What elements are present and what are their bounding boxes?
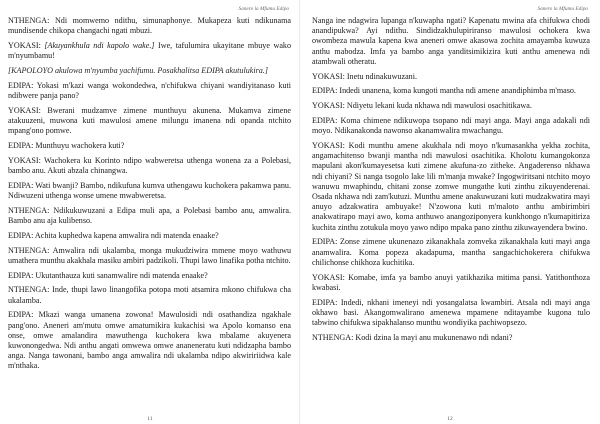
dialogue-text: Nanga ine ndagwira lupanga n'kuwapha ngati? Kapenatu mwina afa chifukwa chodi anandipukwa? Ayi ndithu. Sindidzakhulupiriranso mawulosi ochokera kwa owombeza mawula kapena kwa aneneri omwe akasowa zochita amayamba kuwuza anthu mabodza. Imfa ya bambo anga yanditsimikizira kuti anthu amenewa ndi atambwali otheratu.	[312, 16, 590, 66]
speaker-name: NTHENGA:	[8, 245, 50, 255]
speaker-name: EDIPA:	[8, 141, 34, 150]
dialogue-text: Kodi dzina la mayi anu mukunenawo ndi ndani?	[355, 332, 513, 342]
dialogue-paragraph	[312, 333, 590, 343]
stage-direction	[8, 66, 291, 76]
dialogue-paragraph	[8, 285, 291, 305]
dialogue-text: Koma chimene ndikuwopa tsopano ndi mayi anga. Mayi anga adakali ndi moyo. Ndikanakonda nawonso akanamwalira mwachangu.	[312, 116, 590, 136]
speaker-name: YOKASI:	[8, 105, 41, 115]
speaker-name: NTHENGA:	[8, 205, 50, 215]
dialogue-text: Mkazi wanga umanena zowona! Mawulosidi ndi osathandiza ngakhale pang'ono. Aneneri am'mutu omwe amatumikira kukachisi wa Apolo komanso ena onse, omwe amalandira mawuthenga kuchokera kwa mbalame akuyenera kuwonongedwa. Ndi anthu angati omwewa omwe ananeneratu kuti ndidzapha bambo anga. Nanga tawonani, bambo anga amwalira ndi ukalamba ndipo akwiririidwa kale m'nthaka.	[8, 310, 291, 371]
inline-stage-direction: [Akuyankhula ndi kapolo wake.]	[44, 41, 155, 50]
dialogue-paragraph	[8, 141, 291, 151]
speaker-name: EDIPA:	[8, 310, 34, 320]
page-number: 12	[447, 416, 453, 422]
dialogue-paragraph	[8, 16, 291, 36]
dialogue-text: Yokasi m'kazi wanga wokondedwa, n'chifukwa chiyani wandiyitanaso kuti ndibwere panja pano?	[8, 80, 291, 100]
dialogue-text: Kodi munthu amene akukhala ndi moyo n'kumasankha yekha zochita, angamachitenso bwanji mantha ndi mawulosi osachitika. Kholotu kumangokonza mapulani akon'kumayesetsa kuti zimene akufuna-zo zitheke. Angaderenso nkhawa ndi chiyani? Si nanga tsogolo lake lili m'manja mwake? Ingogwiritsani ntchito moyo wanuwu mwaphindu, chitani zonse zomwe mungathe kuti zinthu zikuyenderenai. Osada nkhawa ndi zam'kutuzi. Munthu amene anakuwuzani kuti mudzakwatira mayi anuyo adzakwatira ambuyake! N'zowona kuti m'maloto anthu ambirimbiri anakwatirapo mayi awo, koma anthuwo anangoziponyera kunkhongo n'kumapitiriza kuchita zinthu zotukula moyo yawo ndipo mpaka pano zinthu zikuwayendera bwino.	[312, 141, 590, 232]
page-number: 11	[147, 416, 153, 422]
dialogue-paragraph	[312, 237, 590, 268]
dialogue-paragraph	[312, 298, 590, 329]
dialogue-paragraph	[312, 141, 590, 233]
speaker-name: NTHENGA:	[8, 285, 50, 295]
stage-direction-text: [KAPOLOYO akulowa m'nyumba yachifumu. Posakhalitsa EDIPA akutulukira.]	[8, 66, 268, 75]
speaker-name: EDIPA:	[8, 180, 34, 190]
dialogue-text: Achita kuphedwa kapena amwalira ndi matenda enaake?	[34, 230, 219, 240]
page-body	[312, 16, 590, 343]
dialogue-paragraph	[312, 273, 590, 293]
dialogue-paragraph	[312, 86, 590, 96]
dialogue-paragraph	[8, 246, 291, 266]
dialogue-paragraph	[8, 106, 291, 137]
speaker-name: YOKASI:	[312, 101, 345, 111]
speaker-name: EDIPA:	[312, 297, 338, 307]
speaker-name: YOKASI:	[312, 272, 345, 282]
dialogue-text: Zonse zimene ukunenazo zikanakhala zomveka zikanakhala kuti mayi anga anamwalira. Koma popeza akadapuma, mantha sangachichokerera chifukwa chilichonse chikhoza kuchitika.	[312, 237, 590, 267]
dialogue-paragraph	[8, 156, 291, 176]
speaker-name: YOKASI:	[312, 71, 345, 81]
dialogue-text: Ukutanthauza kuti sanamwalire ndi matenda enaake?	[35, 270, 208, 280]
page-body	[8, 16, 291, 372]
dialogue-paragraph	[312, 16, 590, 67]
speaker-name: EDIPA:	[8, 270, 34, 280]
dialogue-paragraph	[8, 310, 291, 371]
speaker-name: EDIPA:	[312, 237, 338, 247]
speaker-name: YOKASI:	[312, 141, 345, 150]
dialogue-text: Wati bwanji? Bambo, ndikufuna kumva uthengawu kuchokera pakamwa panu. Ndiwuzeni uthenga wonse umene mwabweretsa.	[8, 180, 291, 200]
speaker-name: EDIPA:	[8, 80, 34, 90]
dialogue-text: Indedi unanena, koma kungoti mantha ndi amene anandiphimba m'maso.	[339, 86, 576, 96]
dialogue-text: Inetu ndinakuwuzani.	[346, 71, 417, 81]
speaker-name: YOKASI:	[8, 155, 41, 165]
dialogue-paragraph	[8, 81, 291, 101]
right-page	[300, 0, 600, 424]
speaker-name: EDIPA:	[8, 230, 34, 240]
speaker-name: EDIPA:	[312, 116, 338, 125]
speaker-name: NTHENGA:	[312, 332, 354, 342]
dialogue-text: Amwalira ndi ukalamba, monga mukudziwira mmene moyo wathuwu umathera munthu akakhala masiku ambiri padzikoli. Thupi lawo linafika potha ntchito.	[8, 245, 292, 265]
dialogue-text: Iwe, tafulumira ukayitane mbuye wako m'nyumbamu!	[8, 41, 291, 61]
dialogue-text: Ndiyetu lekani kuda nkhawa ndi mawulosi osachitikawa.	[346, 101, 532, 111]
dialogue-paragraph	[312, 116, 590, 136]
dialogue-paragraph	[8, 181, 291, 201]
speaker-name: YOKASI:	[8, 41, 41, 50]
dialogue-text: Inde, thupi lawo linangofika potopa moti atsamira mkono chifukwa cha ukalamba.	[8, 285, 291, 305]
dialogue-text: Ndi momwemo ndithu, simunaphonye. Mukapeza kuti ndikunama mundisende chikopa changachi ngati mbuzi.	[8, 16, 291, 36]
dialogue-text: Bwerani mudzamve zimene munthuyu akunena. Mukamva zimene atakuuzeni, muwona kuti mawulosi amene milungu imanena ndi opanda ntchito mpang'ono pomwe.	[8, 105, 292, 136]
speaker-name: NTHENGA:	[8, 16, 50, 25]
running-head: Sanero la Mfumu Edipo	[537, 6, 588, 12]
dialogue-text: Komabe, imfa ya bambo anuyi yatikhazika mitima pansi. Yatithonthoza kwabasi.	[312, 272, 590, 292]
dialogue-text: Ndikukuwuzani a Edipa muli apa, a Polebasi bambo anu, amwalira. Bambo anu aja kulibenso.	[8, 205, 291, 225]
dialogue-paragraph	[8, 231, 291, 241]
dialogue-paragraph	[8, 206, 291, 226]
dialogue-paragraph	[312, 101, 590, 111]
speaker-name: EDIPA:	[312, 86, 338, 96]
dialogue-paragraph	[312, 72, 590, 82]
dialogue-text: Munthuyu wachokera kuti?	[35, 141, 125, 150]
running-head: Sanero la Mfumu Edipo	[238, 6, 289, 12]
dialogue-paragraph	[8, 41, 291, 61]
dialogue-text: Wachokera ku Korinto ndipo wabweretsa uthenga wonena za a Polebasi, bambo anu. Akuti abzala chinangwa.	[8, 155, 291, 175]
dialogue-paragraph	[8, 271, 291, 281]
dialogue-text: Indedi, nkhani imeneyi ndi yosangalatsa kwambiri. Atsala ndi mayi anga okhawo basi. Akangomwalirano amenewa mpamene nditayambe kugona tulo tabwino chifukwa sipakhalanso munthu wondiyika pachiwopsezo.	[312, 297, 590, 328]
